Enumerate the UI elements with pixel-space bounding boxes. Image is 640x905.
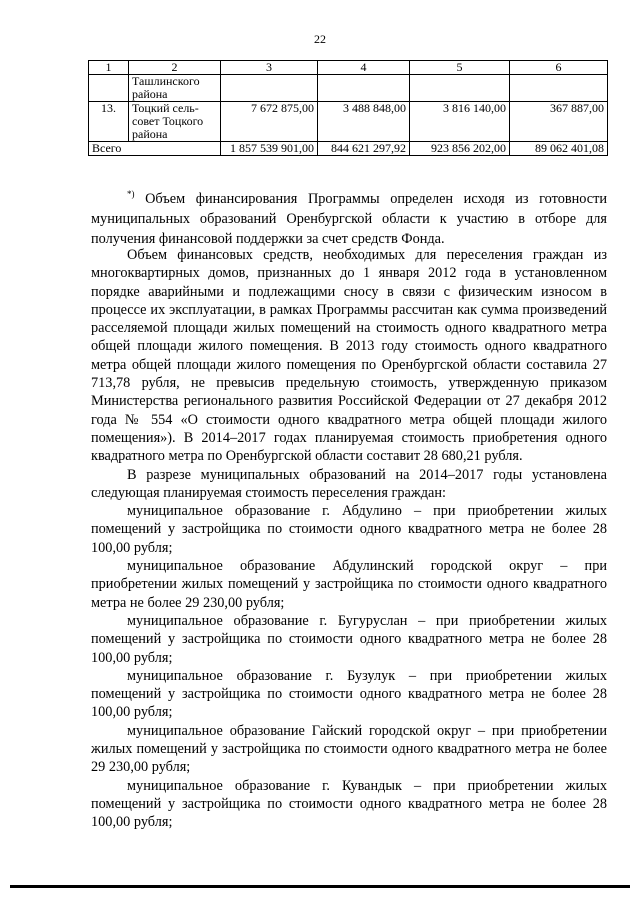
- regional-amount: [410, 75, 510, 102]
- fund-amount: [318, 75, 410, 102]
- row-number: 13.: [89, 102, 129, 142]
- regional-amount: 923 856 202,00: [410, 142, 510, 156]
- paragraph: муниципальное образование г. Бузулук – при приобретении жилых помещений у застройщика по стоимости одного квадратного метра не более 28 100,00 рубля;: [91, 667, 607, 721]
- financing-table: [88, 60, 608, 156]
- table-row: [89, 102, 608, 142]
- fund-amount: 844 621 297,92: [318, 142, 410, 156]
- header-cell: 5: [410, 61, 510, 75]
- local-amount: [510, 75, 608, 102]
- municipality-name: Тоцкий сель-совет Тоцкого района: [129, 102, 221, 142]
- scan-bottom-border: [10, 885, 630, 888]
- table-total-row: [89, 142, 608, 156]
- total-amount: [221, 75, 318, 102]
- row-number: [89, 75, 129, 102]
- regional-amount: 3 816 140,00: [410, 102, 510, 142]
- document-body: [91, 246, 607, 832]
- paragraph: муниципальное образование г. Кувандык – при приобретении жилых помещений у застройщика по стоимости одного квадратного метра не более 28 100,00 рубля;: [91, 777, 607, 831]
- table-row: [89, 75, 608, 102]
- paragraph: Объем финансовых средств, необходимых для переселения граждан из многоквартирных домов, признанных до 1 января 2012 года в установленном порядке аварийными и подлежащими сносу в связи с физическим износом в процессе их эксплуатации, в рамках Программы рассчитан как сумма произведений расселяемой площади жилых помещений на стоимость одного квадратного метра общей площади жилого помещения. В 2013 году стоимость одного квадратного метра общей площади жилого помещения по Оренбургской области составила 27 713,78 рубля, не превысив предельную стоимость, утвержденную приказом Министерства регионального развития Российской Федерации от 27 декабря 2012 года № 554 «О стоимости одного квадратного метра общей площади жилого помещения»). В 2014–2017 годах планируемая стоимость приобретения одного квадратного метра по Оренбургской области составит 28 680,21 рубля.: [91, 247, 607, 465]
- page-number: 22: [314, 32, 326, 46]
- footnote-text: Объем финансирования Программы определен исходя из готовности муниципальных образований Оренбургской области к участию в отборе для получения финансовой поддержки за счет средств Фонда.: [91, 190, 607, 247]
- table-header-row: [89, 61, 608, 75]
- local-amount: 367 887,00: [510, 102, 608, 142]
- header-cell: 2: [129, 61, 221, 75]
- total-label: Всего: [89, 142, 221, 156]
- paragraph: муниципальное образование Абдулинский городской округ – при приобретении жилых помещений у застройщика по стоимости одного квадратного метра не более 29 230,00 рубля;: [91, 558, 607, 611]
- footnote-mark: *): [127, 189, 135, 199]
- paragraph: муниципальное образование г. Абдулино – при приобретении жилых помещений у застройщика по стоимости одного квадратного метра не более 28 100,00 рубля;: [91, 503, 607, 556]
- paragraph: муниципальное образование г. Бугуруслан – при приобретении жилых помещений у застройщика по стоимости одного квадратного метра не более 28 100,00 рубля;: [91, 612, 607, 666]
- header-cell: 1: [89, 61, 129, 75]
- total-amount: 7 672 875,00: [221, 102, 318, 142]
- footnote: [91, 184, 607, 249]
- paragraph: муниципальное образование Гайский городской округ – при приобретении жилых помещений у застройщика по стоимости одного квадратного метра не более 29 230,00 рубля;: [91, 722, 607, 776]
- total-amount: 1 857 539 901,00: [221, 142, 318, 156]
- paragraph: В разрезе муниципальных образований на 2014–2017 годы установлена следующая планируемая стоимость переселения граждан:: [91, 466, 607, 501]
- header-cell: 6: [510, 61, 608, 75]
- local-amount: 89 062 401,08: [510, 142, 608, 156]
- fund-amount: 3 488 848,00: [318, 102, 410, 142]
- municipality-name: Ташлинского района: [129, 75, 221, 102]
- header-cell: 3: [221, 61, 318, 75]
- header-cell: 4: [318, 61, 410, 75]
